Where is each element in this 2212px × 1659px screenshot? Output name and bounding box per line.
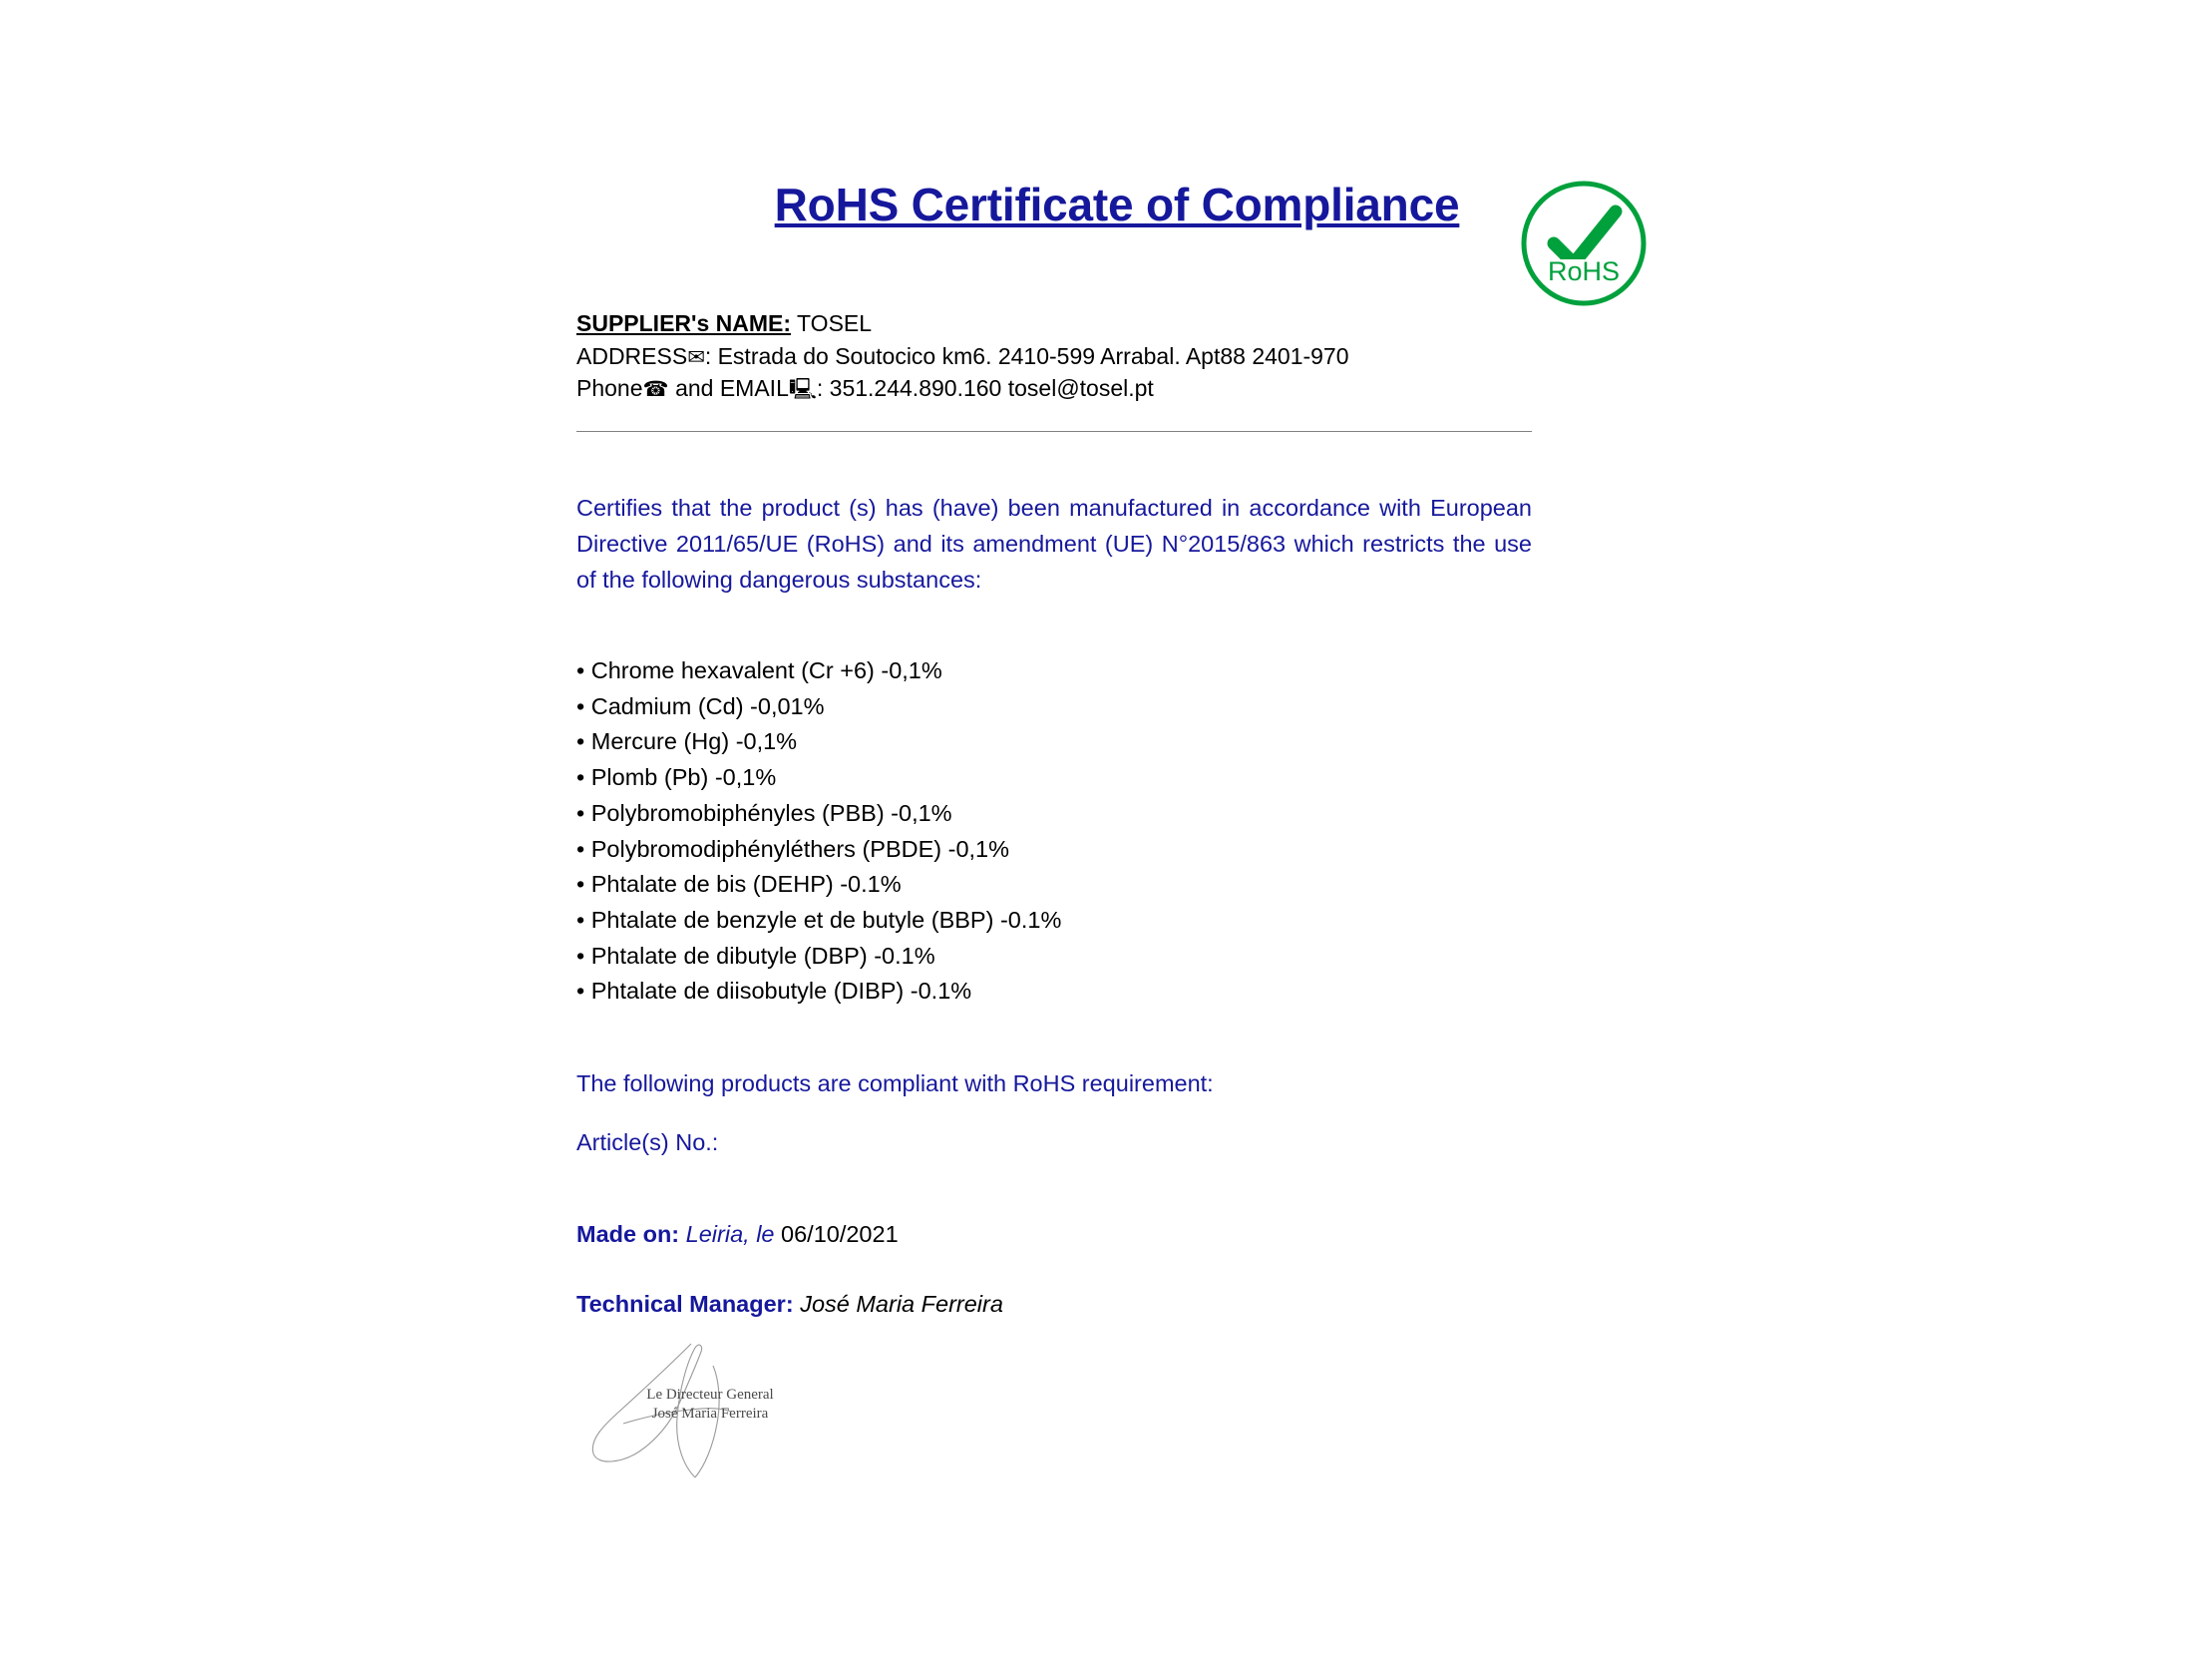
list-item: • Plomb (Pb) -0,1% — [576, 764, 777, 791]
technical-manager-line — [576, 1291, 1003, 1318]
email-label: and EMAIL — [668, 375, 789, 402]
list-item: • Chrome hexavalent (Cr +6) -0,1% — [576, 657, 942, 683]
list-item: • Cadmium (Cd) -0,01% — [576, 692, 825, 719]
list-item: • Phtalate de benzyle et de butyle (BBP) -0.1% — [576, 907, 1062, 934]
telephone-icon: ☎ — [642, 377, 669, 402]
made-on-date: 06/10/2021 — [781, 1221, 899, 1247]
supplier-name-row — [576, 307, 1534, 340]
address-value: : Estrada do Soutocico km6. 2410-599 Arrabal. Apt88 2401-970 — [704, 342, 1349, 369]
rohs-check-logo — [1518, 178, 1650, 309]
signature-title: Le Directeur General — [646, 1387, 774, 1403]
technical-manager-name: José Maria Ferreira — [800, 1291, 1003, 1317]
article-number-line: Article(s) No.: — [576, 1129, 719, 1155]
made-on-line — [576, 1221, 899, 1248]
phone-label: Phone — [576, 375, 643, 402]
computer-icon: 🖳 — [788, 377, 817, 402]
contact-value: : 351.244.890.160 tosel@tosel.pt — [816, 375, 1154, 402]
technical-manager-label: Technical Manager: — [576, 1291, 794, 1317]
list-item: • Mercure (Hg) -0,1% — [576, 728, 798, 755]
list-item: • Phtalate de dibutyle (DBP) -0.1% — [576, 942, 935, 969]
svg-text:RoHS: RoHS — [1547, 256, 1621, 286]
compliance-statement: The following products are compliant with RoHS requirement: — [576, 1070, 1214, 1096]
list-item: • Phtalate de bis (DEHP) -0.1% — [576, 871, 902, 898]
page-title: RoHS Certificate of Compliance — [774, 179, 1460, 230]
envelope-icon: ✉ — [687, 344, 705, 369]
list-item: • Phtalate de diisobutyle (DIBP) -0.1% — [576, 978, 972, 1005]
address-label: ADDRESS — [576, 342, 688, 369]
supplier-name-value: TOSEL — [797, 310, 873, 336]
supplier-address-row — [576, 340, 1534, 373]
supplier-info — [576, 307, 1534, 405]
list-item: • Polybromodiphényléthers (PBDE) -0,1% — [576, 835, 1010, 862]
made-on-label: Made on: — [576, 1221, 680, 1247]
signature-name: José Maria Ferreira — [651, 1406, 769, 1423]
made-on-city: Leiria, le — [685, 1221, 775, 1247]
list-item: • Polybromobiphényles (PBB) -0,1% — [576, 799, 952, 826]
substance-list — [576, 653, 1534, 1010]
supplier-name-label: SUPPLIER's NAME: — [576, 310, 792, 336]
signature-caption — [630, 1386, 790, 1424]
header-divider — [576, 431, 1532, 432]
supplier-contact-row — [576, 372, 1534, 405]
certifies-paragraph: Certifies that the product (s) has (have) been manufactured in accordance with European Directive 2011/65/UE (RoHS) and its amendment (UE) N°2015/863 which restricts the use of the following dangerous substances: — [576, 495, 1532, 593]
